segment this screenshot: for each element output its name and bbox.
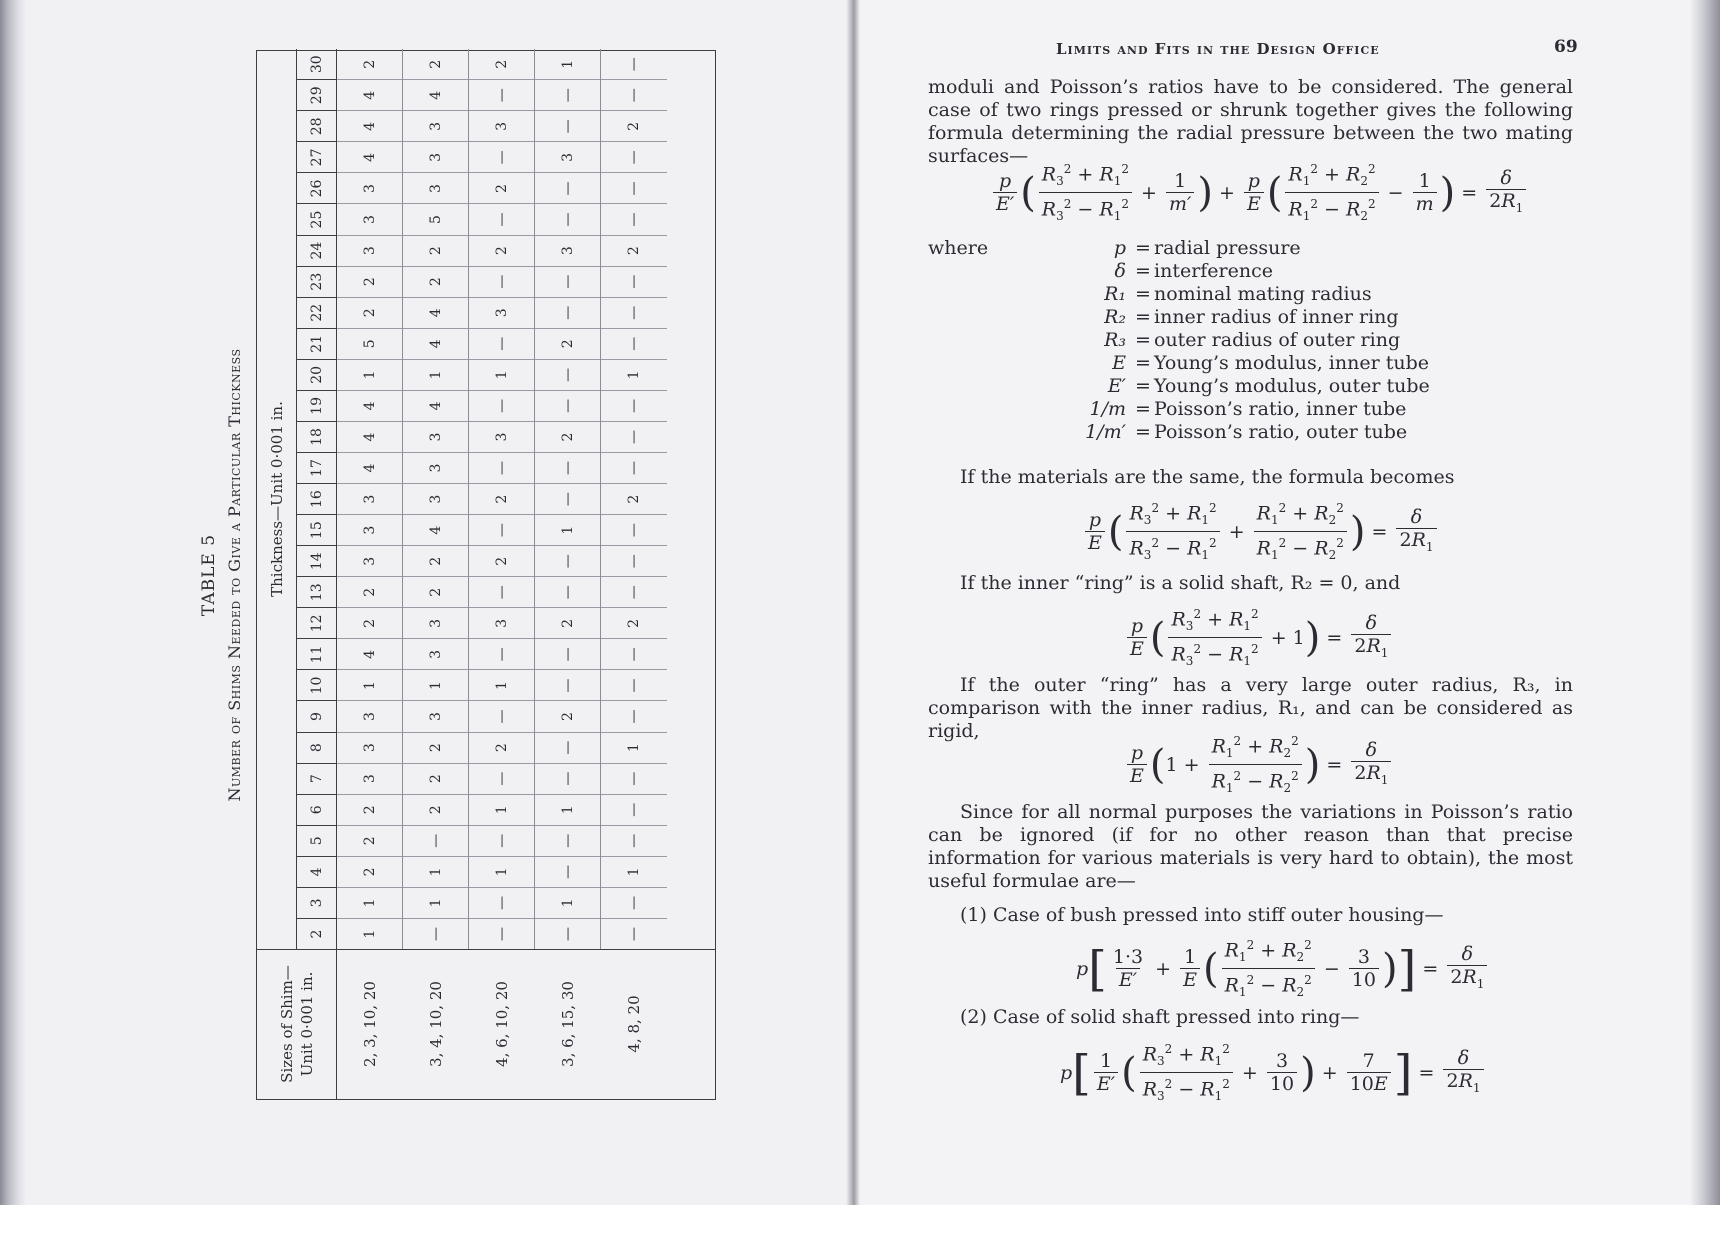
table-row [337, 49, 403, 949]
table-cell: 3 [337, 483, 402, 514]
table-cell: 2 [403, 545, 468, 576]
definition-symbol: E′ [1107, 375, 1126, 397]
thickness-header-cell: 24 [297, 235, 336, 266]
table-caption: TABLE 5 [199, 533, 219, 617]
table-cell: 2 [469, 545, 534, 576]
table-cell: — [601, 266, 667, 297]
thickness-header-cell: 21 [297, 328, 336, 359]
thickness-header-cell: 15 [297, 514, 336, 545]
definition-text: interference [1154, 260, 1274, 282]
definition-symbol: R₃ [1104, 329, 1126, 351]
bush-formula: p [ $\frac{1\cdot 3}{E'}$ + $\frac{1}{E}$ ( $\frac{R_1^2 + R_2^2}{R_1^2 - R_2^2}$ − $\frac{3}{10}$ ) ] = $\frac{\delta}{2R_1}$ [1076, 934, 1490, 1003]
where-label: where [928, 237, 989, 259]
intro-paragraph: moduli and Poisson’s ratios have to be considered. The general case of two rings pressed or shrunk together gives the following formula determining the radial pressure between the two mating surfaces— [928, 76, 1573, 167]
table-cell: — [469, 141, 534, 172]
table-cell: — [469, 701, 534, 732]
table-row [403, 49, 469, 949]
definition-text: inner radius of inner ring [1154, 306, 1399, 328]
table-cell: — [601, 390, 667, 421]
table-cell: — [601, 887, 667, 918]
rigid-ring-formula: $\frac{p}{E}$ ( 1 + $\frac{R_1^2 + R_2^2}{R_1^2 - R_2^2}$ ) = $\frac{\delta}{2R_1}$ [1124, 730, 1394, 799]
thickness-header-cell: 19 [297, 390, 336, 421]
table-cell: — [535, 732, 600, 763]
size-cell: 4, 6, 10, 20 [493, 981, 511, 1067]
table-cell: 5 [403, 204, 468, 235]
table-cell: 3 [337, 204, 402, 235]
table-cell: — [535, 483, 600, 514]
definition-text: Poisson’s ratio, outer tube [1154, 421, 1408, 443]
outer-ring-paragraph: If the outer “ring” has a very large outer radius, R₃, in comparison with the inner radius, R₁, and can be considered as rigid, [928, 674, 1573, 742]
thickness-header-cell: 18 [297, 421, 336, 452]
table-cell: 4 [337, 452, 402, 483]
table-cell: 1 [403, 856, 468, 887]
table-cell: 3 [403, 172, 468, 203]
table-cell: 1 [403, 359, 468, 390]
table-cell: 2 [403, 235, 468, 266]
table-cell: — [601, 825, 667, 856]
table-cell: 4 [337, 141, 402, 172]
table-cell: — [535, 825, 600, 856]
definition-row: 1/m = Poisson’s ratio, inner tube [928, 398, 1448, 421]
table-cell: — [601, 421, 667, 452]
table-cell: — [535, 79, 600, 110]
table-cell: 2 [337, 297, 402, 328]
table-cell: — [469, 328, 534, 359]
thickness-header-cell: 11 [297, 638, 336, 669]
table-cell: 1 [337, 887, 402, 918]
table-cell: 3 [403, 421, 468, 452]
table-cell: 1 [469, 669, 534, 700]
table-cell: 2 [403, 763, 468, 794]
table-cell: 1 [601, 359, 667, 390]
table-cell: — [469, 390, 534, 421]
thickness-header-cell: 29 [297, 79, 336, 110]
table-cell: 1 [337, 669, 402, 700]
thickness-header-cell: 20 [297, 359, 336, 390]
table-cell: 2 [601, 235, 667, 266]
thickness-header-cell: 27 [297, 141, 336, 172]
symbol-definitions [928, 237, 1448, 444]
table-cell: 3 [403, 701, 468, 732]
running-head: Limits and Fits in the Design Office [1056, 40, 1380, 58]
table-subcaption: Number of Shims Needed to Give a Particular Thickness [225, 348, 244, 802]
table-cell: 2 [469, 483, 534, 514]
definition-row: E′ = Young’s modulus, outer tube [928, 375, 1448, 398]
definition-text: Young’s modulus, outer tube [1154, 375, 1430, 397]
table-cell: 4 [403, 390, 468, 421]
table-cell: 3 [337, 514, 402, 545]
table-cell: — [469, 452, 534, 483]
table-cell: 2 [535, 701, 600, 732]
table-cell: 2 [493, 59, 510, 69]
table-cell: 3 [403, 452, 468, 483]
thickness-header-cell: 16 [297, 483, 336, 514]
table-cell: 3 [469, 110, 534, 141]
table-cell: — [403, 825, 468, 856]
table-cell: 4 [337, 421, 402, 452]
table-cell: — [601, 452, 667, 483]
table-cell: — [469, 825, 534, 856]
table-cell: — [469, 204, 534, 235]
table-cell: 2 [535, 328, 600, 359]
table-cell: 2 [337, 576, 402, 607]
table-cell: 3 [337, 732, 402, 763]
table-cell: 2 [427, 59, 444, 69]
table-cell: 1 [601, 856, 667, 887]
table-cell: — [535, 266, 600, 297]
table-cell: 3 [337, 701, 402, 732]
book-gutter [846, 0, 860, 1205]
table-cell: — [469, 763, 534, 794]
thickness-header-cell: 23 [297, 266, 336, 297]
table-cell: 1 [337, 359, 402, 390]
thickness-header-cell: 28 [297, 110, 336, 141]
table-cell: — [601, 918, 667, 949]
table-cell: 4 [403, 79, 468, 110]
table-cell: 4 [403, 514, 468, 545]
table-cell: — [601, 172, 667, 203]
table-cell: 1 [469, 794, 534, 825]
table-cell: 2 [337, 825, 402, 856]
table-cell: — [535, 452, 600, 483]
thickness-header-cell: 12 [297, 607, 336, 638]
table-cell: 2 [535, 607, 600, 638]
table-cell: — [469, 514, 534, 545]
table-cell: — [626, 57, 642, 72]
thickness-header-cell: 26 [297, 172, 336, 203]
thickness-header-cell: 2 [297, 918, 336, 949]
table-cell: — [601, 701, 667, 732]
table-cell: 4 [403, 328, 468, 359]
definition-text: nominal mating radius [1154, 283, 1372, 305]
table-cell: 3 [535, 141, 600, 172]
definition-text: Poisson’s ratio, inner tube [1154, 398, 1407, 420]
sizes-header-line2: Unit 0·001 in. [297, 971, 316, 1077]
same-materials-formula: $\frac{p}{E}$ ( $\frac{R_3^2 + R_1^2}{R_3^2 - R_1^2}$ + $\frac{R_1^2 + R_2^2}{R_1^2 - R_2^2}$ ) = $\frac{\delta}{2R_1}$ [1082, 497, 1440, 566]
table-cell: 4 [337, 390, 402, 421]
table-cell: 3 [337, 235, 402, 266]
definition-row: R₃ = outer radius of outer ring [928, 329, 1448, 352]
table-cell: — [535, 545, 600, 576]
table-cell: — [403, 918, 468, 949]
table-cell: — [601, 514, 667, 545]
table-cell: — [535, 576, 600, 607]
table-row [469, 49, 535, 949]
table-cell: 3 [403, 607, 468, 638]
thickness-header-cell: 14 [297, 545, 336, 576]
sizes-header [257, 949, 337, 1099]
table-cell: 2 [601, 607, 667, 638]
table-cell: 3 [469, 297, 534, 328]
table-cell: 2 [601, 110, 667, 141]
shim-table [256, 50, 716, 1100]
table-cell: — [535, 390, 600, 421]
thickness-header-cell: 5 [297, 825, 336, 856]
definition-row: R₁ = nominal mating radius [928, 283, 1448, 306]
table-cell: 2 [403, 576, 468, 607]
table-cell: 1 [535, 887, 600, 918]
page-number: 69 [1554, 37, 1578, 57]
table-cell: 2 [337, 856, 402, 887]
table-cell: — [469, 576, 534, 607]
table-cell: 2 [469, 732, 534, 763]
solid-shaft-paragraph: If the inner “ring” is a solid shaft, R₂ = 0, and [960, 572, 1401, 594]
table-cell: 3 [469, 421, 534, 452]
general-formula: $\frac{p}{E'}$ ( $\frac{R_3^2 + R_1^2}{R_3^2 - R_1^2}$ + $\frac{1}{m'}$ ) + $\frac{p}{E}$ ( $\frac{R_1^2 + R_2^2}{R_1^2 - R_2^2}$ − $\frac{1}{m}$ ) = $\frac{\delta}{2R_1}$ [990, 158, 1529, 227]
poisson-paragraph: Since for all normal purposes the variations in Poisson’s ratio can be ignored (if for no other reason than that precise information for various materials is very hard to obtain), the most useful formulae are— [928, 801, 1573, 892]
table-cell: 2 [361, 59, 378, 69]
table-cell: 4 [337, 79, 402, 110]
table-cell: — [469, 887, 534, 918]
table-row [535, 49, 601, 949]
definition-symbol: E [1112, 352, 1126, 374]
size-cell: 4, 8, 20 [625, 995, 643, 1053]
thickness-header-cell: 22 [297, 297, 336, 328]
table-cell: 2 [337, 607, 402, 638]
table-cell: 3 [535, 235, 600, 266]
table-cell: — [601, 794, 667, 825]
definition-row: E = Young’s modulus, inner tube [928, 352, 1448, 375]
case2-heading: (2) Case of solid shaft pressed into ring— [960, 1006, 1360, 1028]
table-cell: 3 [403, 110, 468, 141]
definition-symbol: 1/m [1089, 398, 1126, 420]
table-cell: 1 [469, 359, 534, 390]
table-cell: — [535, 669, 600, 700]
sizes-header-line1: Sizes of Shim— [277, 965, 296, 1083]
table-cell: 4 [337, 638, 402, 669]
table-cell: — [535, 918, 600, 949]
table-cell: 3 [403, 141, 468, 172]
table-row [601, 49, 667, 949]
table-cell: — [601, 763, 667, 794]
table-cell: 1 [601, 732, 667, 763]
table-cell: — [601, 141, 667, 172]
table-cell: 3 [403, 638, 468, 669]
table-cell: 1 [403, 887, 468, 918]
thickness-values-row [297, 49, 337, 949]
table-cell: 2 [469, 235, 534, 266]
definition-text: outer radius of outer ring [1154, 329, 1401, 351]
table-cell: — [601, 545, 667, 576]
table-cell: 2 [535, 421, 600, 452]
same-materials-paragraph: If the materials are the same, the formula becomes [960, 466, 1455, 488]
table-cell: 5 [337, 328, 402, 359]
definition-row: 1/m′ = Poisson’s ratio, outer tube [928, 421, 1448, 444]
table-cell: — [535, 856, 600, 887]
table-cell: 3 [337, 763, 402, 794]
table-cell: — [601, 297, 667, 328]
table-cell: 3 [337, 172, 402, 203]
table-cell: — [469, 638, 534, 669]
table-cell: 4 [403, 297, 468, 328]
table-cell: — [535, 359, 600, 390]
table-cell: 2 [403, 732, 468, 763]
table-cell: 1 [469, 856, 534, 887]
right-page-edge [1690, 0, 1720, 1205]
definition-row: where p = radial pressure [928, 237, 1448, 260]
table-cell: — [469, 918, 534, 949]
thickness-header-cell: 4 [297, 856, 336, 887]
size-cell: 3, 4, 10, 20 [427, 981, 445, 1067]
table-cell: 1 [535, 794, 600, 825]
shim-table-rotated [196, 50, 716, 1100]
table-cell: 1 [337, 918, 402, 949]
definition-symbol: 1/m′ [1085, 421, 1126, 443]
table-cell: — [601, 638, 667, 669]
table-cell: — [601, 576, 667, 607]
definition-symbol: R₂ [1104, 306, 1126, 328]
thickness-header-cell: 9 [297, 701, 336, 732]
left-page-edge [0, 0, 26, 1205]
table-cell: — [469, 266, 534, 297]
table-cell: 2 [337, 266, 402, 297]
table-cell: 2 [469, 172, 534, 203]
table-cell: — [535, 204, 600, 235]
table-cell: — [535, 110, 600, 141]
table-cell: 4 [337, 110, 402, 141]
thickness-header-cell: 25 [297, 204, 336, 235]
table-cell: 2 [601, 483, 667, 514]
table-cell: — [469, 79, 534, 110]
table-cell: — [601, 328, 667, 359]
size-cell: 2, 3, 10, 20 [361, 981, 379, 1067]
thickness-header-cell: 3 [297, 887, 336, 918]
table-cell: 1 [403, 669, 468, 700]
thickness-header-cell: 30 [308, 55, 325, 74]
thickness-header-cell: 6 [297, 794, 336, 825]
table-cell: — [535, 297, 600, 328]
table-cell: 2 [403, 266, 468, 297]
thickness-header-cell: 10 [297, 669, 336, 700]
thickness-header-cell: 17 [297, 452, 336, 483]
scan-bottom-margin [0, 1205, 1720, 1234]
thickness-header-cell: 13 [297, 576, 336, 607]
definition-row: δ = interference [928, 260, 1448, 283]
solid-shaft-formula: $\frac{p}{E}$ ( $\frac{R_3^2 + R_1^2}{R_3^2 - R_1^2}$ + 1 ) = $\frac{\delta}{2R_1}$ [1124, 603, 1394, 672]
table-cell: — [535, 638, 600, 669]
table-cell: 1 [559, 59, 576, 69]
definition-symbol: δ [1114, 260, 1126, 282]
table-cell: — [535, 172, 600, 203]
solid-shaft-ring-formula: p [ $\frac{1}{E'}$ ( $\frac{R_3^2 + R_1^2}{R_3^2 - R_1^2}$ + $\frac{3}{10}$ ) + $\frac{7}{10E}$ ] = $\frac{\delta}{2R_1}$ [1060, 1038, 1487, 1107]
table-cell: — [601, 669, 667, 700]
table-cell: 3 [469, 607, 534, 638]
table-cell: — [601, 79, 667, 110]
table-cell: — [601, 204, 667, 235]
table-cell: 2 [337, 794, 402, 825]
sizes-column [257, 949, 715, 1099]
table-cell: — [535, 763, 600, 794]
definition-row: R₂ = inner radius of inner ring [928, 306, 1448, 329]
table-cell: 3 [337, 545, 402, 576]
table-cell: 3 [403, 483, 468, 514]
size-cell: 3, 6, 15, 30 [559, 981, 577, 1067]
definition-symbol: R₁ [1104, 283, 1126, 305]
thickness-header-cell: 8 [297, 732, 336, 763]
definition-symbol: p [1113, 237, 1126, 259]
thickness-header: Thickness—Unit 0·001 in. [257, 49, 297, 949]
table-cell: 1 [535, 514, 600, 545]
definition-text: Young’s modulus, inner tube [1154, 352, 1429, 374]
case1-heading: (1) Case of bush pressed into stiff outer housing— [960, 904, 1444, 926]
thickness-header-cell: 7 [297, 763, 336, 794]
definition-text: radial pressure [1154, 237, 1301, 259]
table-cell: 2 [403, 794, 468, 825]
